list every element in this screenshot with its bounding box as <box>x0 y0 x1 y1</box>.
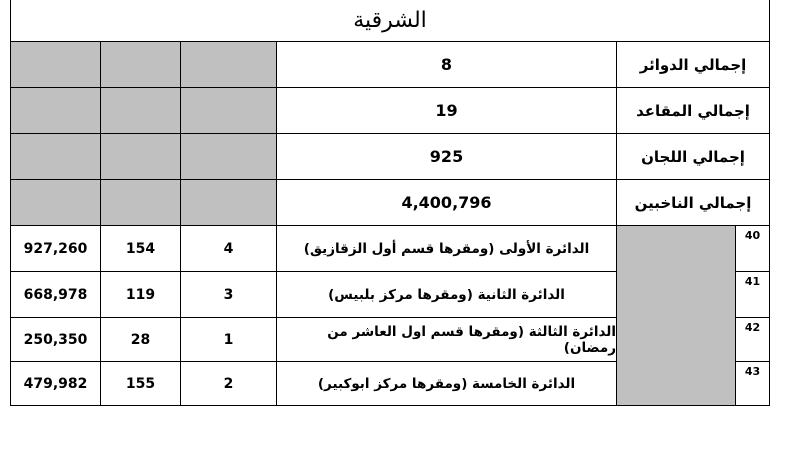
empty-gray-cell <box>100 87 181 134</box>
empty-gray-cell <box>10 87 101 134</box>
empty-gray-cell <box>180 41 277 88</box>
district-seats: 2 <box>180 361 277 406</box>
district-name: الدائرة الخامسة (ومقرها مركز ابوكبير) <box>276 361 617 406</box>
summary-value-voters: 4,400,796 <box>276 179 617 226</box>
district-index: 40 <box>735 225 770 272</box>
district-voters: 250,350 <box>10 317 101 362</box>
empty-gray-cell <box>180 87 277 134</box>
district-seats: 4 <box>180 225 277 272</box>
district-voters: 668,978 <box>10 271 101 318</box>
governorate-title: الشرقية <box>10 0 770 42</box>
district-index: 41 <box>735 271 770 318</box>
summary-value-seats: 19 <box>276 87 617 134</box>
district-seats: 1 <box>180 317 277 362</box>
district-voters: 927,260 <box>10 225 101 272</box>
summary-value-districts: 8 <box>276 41 617 88</box>
district-name: الدائرة الثانية (ومقرها مركز بلبيس) <box>276 271 617 318</box>
district-name: الدائرة الأولى (ومقرها قسم أول الزقازيق) <box>276 225 617 272</box>
district-committees: 154 <box>100 225 181 272</box>
empty-gray-cell <box>100 179 181 226</box>
merged-gray-cell <box>616 225 736 406</box>
district-voters: 479,982 <box>10 361 101 406</box>
district-index: 43 <box>735 361 770 406</box>
empty-gray-cell <box>10 179 101 226</box>
district-seats: 3 <box>180 271 277 318</box>
empty-gray-cell <box>100 41 181 88</box>
summary-label-districts: إجمالي الدوائر <box>616 41 770 88</box>
summary-label-seats: إجمالي المقاعد <box>616 87 770 134</box>
summary-label-committees: إجمالي اللجان <box>616 133 770 180</box>
district-name: الدائرة الثالثة (ومقرها قسم اول العاشر من رمضان) <box>276 317 617 362</box>
district-committees: 28 <box>100 317 181 362</box>
empty-gray-cell <box>10 133 101 180</box>
empty-gray-cell <box>180 179 277 226</box>
empty-gray-cell <box>10 41 101 88</box>
summary-value-committees: 925 <box>276 133 617 180</box>
empty-gray-cell <box>180 133 277 180</box>
empty-gray-cell <box>100 133 181 180</box>
district-index: 42 <box>735 317 770 362</box>
district-committees: 119 <box>100 271 181 318</box>
district-committees: 155 <box>100 361 181 406</box>
summary-label-voters: إجمالي الناخبين <box>616 179 770 226</box>
